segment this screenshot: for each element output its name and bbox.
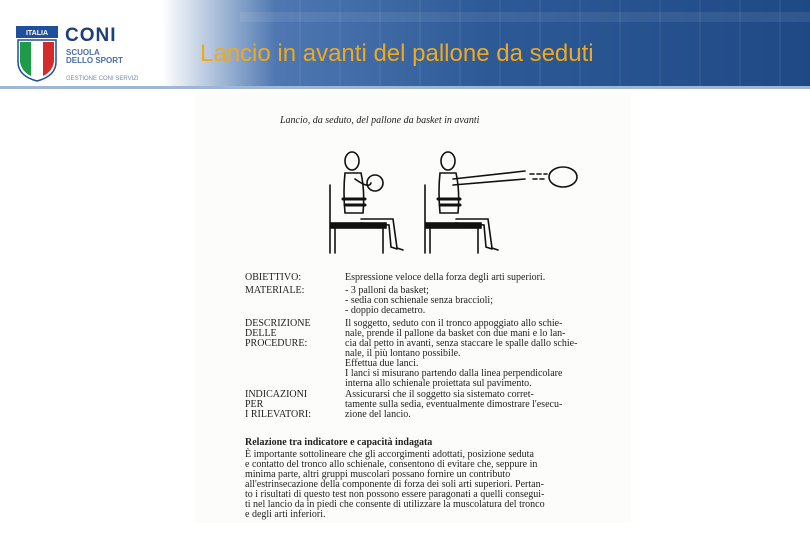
brand-name: CONI (65, 25, 117, 46)
brand-subtitle: SCUOLA DELLO SPORT (66, 48, 123, 65)
text-line: e contatto del tronco allo schienale, consentono di evitare che, seppure in (245, 459, 538, 470)
seated-throw-illustration (315, 143, 595, 255)
text-line: I lanci si misurano partendo dalla linea perpendicolare (345, 368, 563, 379)
italia-shield-icon (16, 26, 58, 82)
scanned-document (195, 93, 631, 523)
text-line: tamente sulla sedia, eventualmente dimostrare l'esecu- (345, 399, 563, 410)
section-text (345, 390, 625, 420)
relation-heading: Relazione tra indicatore e capacità indagata (245, 437, 433, 448)
text-line: Assicurarsi che il soggetto sia sistemato corret- (345, 389, 534, 400)
label-line: PER (245, 399, 264, 410)
section-text (345, 273, 625, 283)
text-line: minima parte, altri gruppi muscolari possano fornire un contributo (245, 469, 511, 480)
label-line: OBIETTIVO: (245, 272, 302, 283)
text-line: nale, prende il pallone da basket con due mani e lo lan- (345, 328, 566, 339)
label-line: I RILEVATORI: (245, 409, 312, 420)
section-label (245, 319, 337, 349)
label-line: DELLE (245, 328, 277, 339)
text-line: interna allo schienale proiettata sul pavimento. (345, 378, 532, 389)
text-line: Espressione veloce della forza degli arti superiori. (345, 272, 546, 283)
text-line: zione del lancio. (345, 409, 411, 420)
header-divider (0, 86, 810, 89)
section-label (245, 273, 337, 283)
section-text (345, 319, 625, 389)
text-line: - sedia con schienale senza braccioli; (345, 295, 493, 306)
text-line: all'estrinsecazione della componente di forza dei soli arti superiori. Pertan- (245, 479, 544, 490)
text-line: Effettua due lanci. (345, 358, 419, 369)
coni-logo (14, 24, 164, 86)
text-line: e degli arti inferiori. (245, 509, 326, 520)
section-text (345, 286, 625, 316)
label-line: MATERIALE: (245, 285, 305, 296)
text-line: cia dal petto in avanti, senza staccare le spalle dallo schie- (345, 338, 578, 349)
document-heading: Lancio, da seduto, del pallone da basket in avanti (280, 115, 480, 126)
label-line: PROCEDURE: (245, 338, 308, 349)
slide-title: Lancio in avanti del pallone da seduti (200, 40, 594, 67)
text-line: Il soggetto, seduto con il tronco appoggiato allo schie- (345, 318, 563, 329)
relation-paragraph (245, 450, 623, 520)
section-label (245, 286, 337, 296)
slide-header (0, 0, 810, 86)
text-line: - 3 palloni da basket; (345, 285, 429, 296)
text-line: È importante sottolineare che gli accorgimenti adottati, posizione seduta (245, 449, 534, 460)
label-line: INDICAZIONI (245, 389, 308, 400)
section-label (245, 390, 337, 420)
label-line: DESCRIZIONE (245, 318, 311, 329)
text-line: - doppio decametro. (345, 305, 426, 316)
brand-tagline: GESTIONE CONI SERVIZI (66, 76, 139, 82)
shield-label: ITALIA (25, 30, 49, 37)
text-line: ti nel lancio da in piedi che consente di utilizzare la muscolatura del tronco (245, 499, 545, 510)
text-line: nale, il più lontano possibile. (345, 348, 461, 359)
text-line: to i risultati di questo test non possono essere paragonati a quelli consegui- (245, 489, 545, 500)
